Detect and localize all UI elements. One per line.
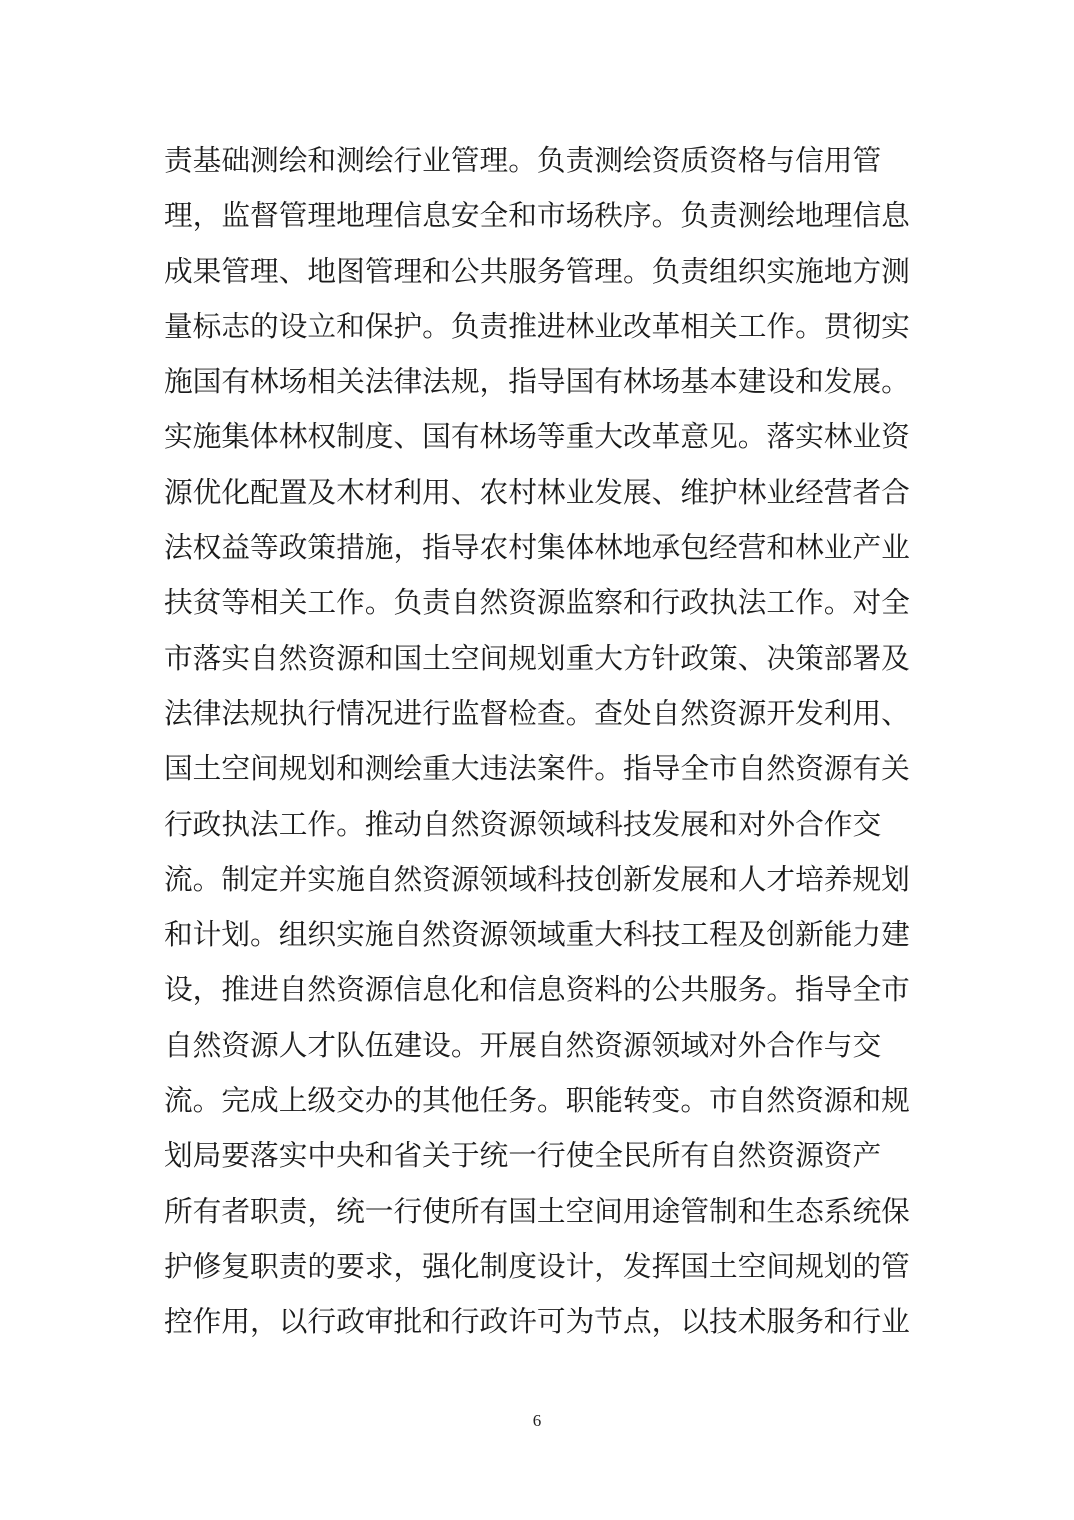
text-line: 源优化配置及木材利用、农村林业发展、维护林业经营者合: [164, 474, 910, 509]
text-line: 法律法规执行情况进行监督检查。查处自然资源开发利用、: [164, 695, 910, 730]
text-line: 扶贫等相关工作。负责自然资源监察和行政执法工作。对全: [164, 585, 910, 620]
body-text: [164, 138, 924, 1355]
text-line: 护修复职责的要求，强化制度设计，发挥国土空间规划的管: [164, 1248, 910, 1283]
text-line: 量标志的设立和保护。负责推进林业改革相关工作。贯彻实: [164, 308, 910, 343]
text-line: 设，推进自然资源信息化和信息资料的公共服务。指导全市: [164, 972, 910, 1007]
text-line: 国土空间规划和测绘重大违法案件。指导全市自然资源有关: [164, 751, 910, 786]
text-line: 成果管理、地图管理和公共服务管理。负责组织实施地方测: [164, 253, 910, 288]
page-number: 6: [532, 1411, 542, 1430]
text-line: 和计划。组织实施自然资源领域重大科技工程及创新能力建: [164, 917, 910, 952]
text-line: 法权益等政策措施，指导农村集体林地承包经营和林业产业: [164, 530, 910, 565]
text-line: 行政执法工作。推动自然资源领域科技发展和对外合作交: [164, 806, 882, 841]
text-line: 施国有林场相关法律法规，指导国有林场基本建设和发展。: [164, 364, 910, 399]
text-line: 自然资源人才队伍建设。开展自然资源领域对外合作与交: [164, 1027, 882, 1062]
text-line: 流。完成上级交办的其他任务。职能转变。市自然资源和规: [164, 1083, 910, 1118]
text-line: 所有者职责，统一行使所有国土空间用途管制和生态系统保: [164, 1193, 910, 1228]
text-line: 实施集体林权制度、国有林场等重大改革意见。落实林业资: [164, 419, 910, 454]
text-line: 理，监督管理地理信息安全和市场秩序。负责测绘地理信息: [164, 198, 910, 233]
text-line: 控作用，以行政审批和行政许可为节点，以技术服务和行业: [164, 1304, 910, 1339]
text-line: 划局要落实中央和省关于统一行使全民所有自然资源资产: [164, 1138, 882, 1173]
text-line: 责基础测绘和测绘行业管理。负责测绘资质资格与信用管: [164, 143, 882, 177]
text-line: 市落实自然资源和国土空间规划重大方针政策、决策部署及: [164, 640, 910, 675]
text-line: 流。制定并实施自然资源领域科技创新发展和人才培养规划: [164, 861, 910, 896]
